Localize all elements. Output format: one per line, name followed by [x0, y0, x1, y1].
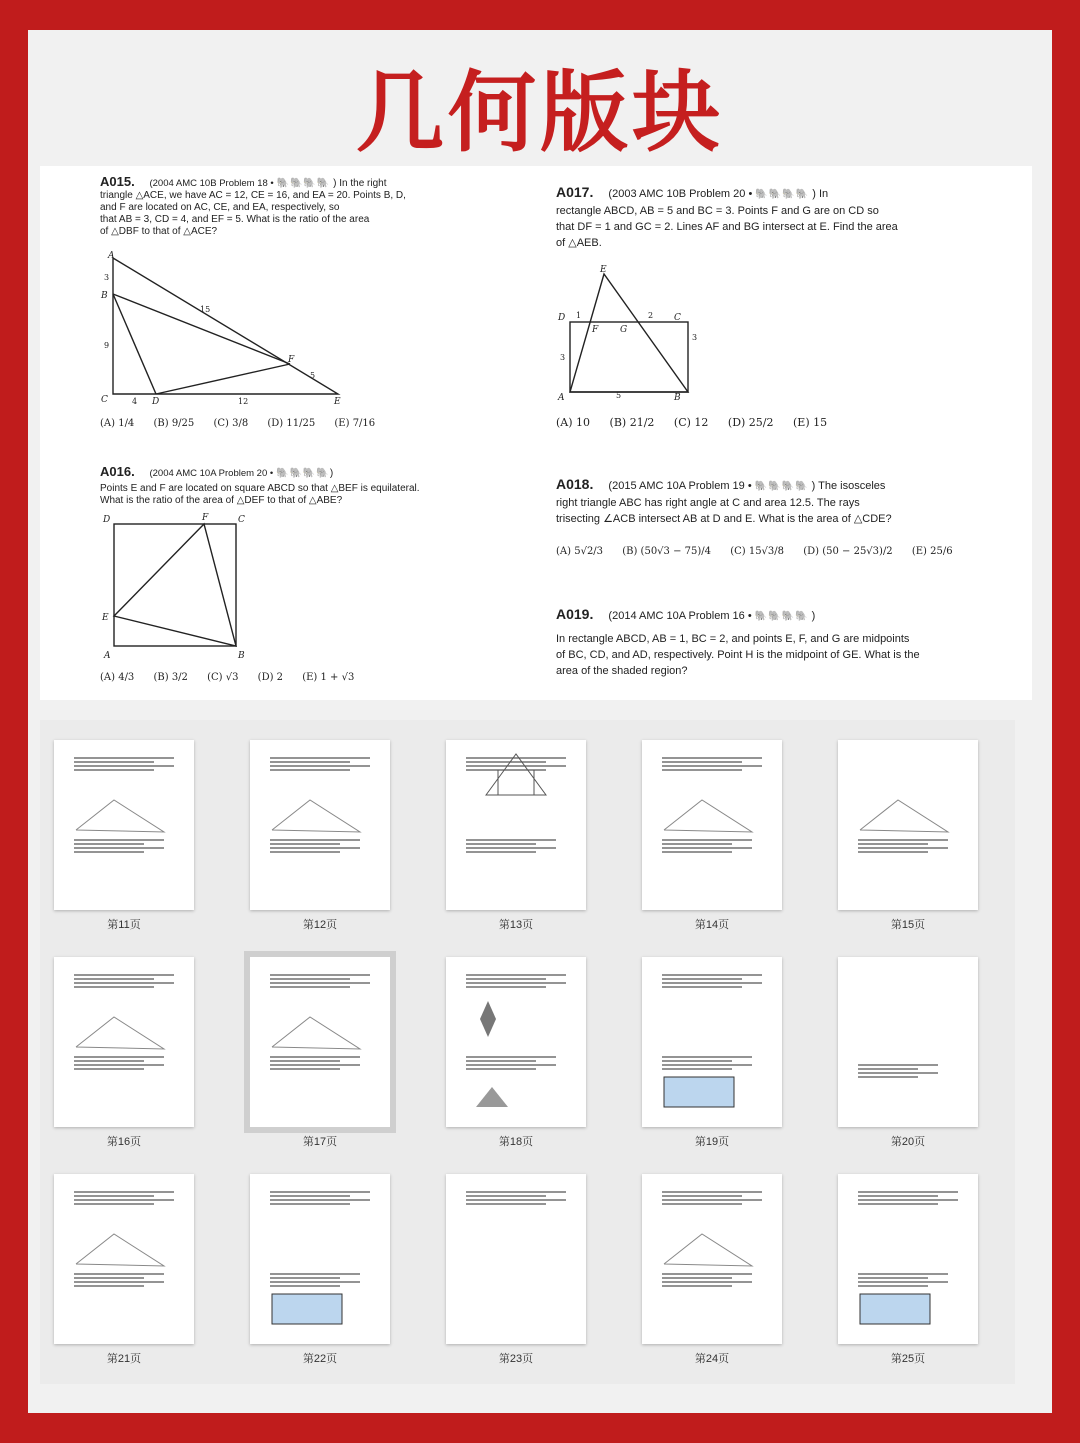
document-preview	[40, 166, 1032, 700]
choice-e: (E) 25/6	[911, 546, 953, 557]
problem-id: A015.	[100, 174, 135, 189]
choice-c: (C) √3	[207, 672, 239, 683]
problem-text: )	[811, 610, 816, 622]
thumbnail-page-label: 第14页	[694, 919, 730, 931]
thumbnail-page-label: 第17页	[302, 1136, 338, 1148]
page-thumbnail[interactable]	[250, 957, 390, 1127]
thumbnail-page-label: 第18页	[498, 1136, 534, 1148]
label-e: E	[334, 397, 341, 407]
length-label: 12	[238, 397, 249, 406]
problem-source: (2004 AMC 10A Problem 20 •	[149, 468, 274, 479]
length-label: 5	[310, 371, 316, 380]
thumbnail-preview	[838, 1174, 978, 1344]
answer-choices	[556, 546, 969, 557]
problem-text: What is the ratio of the area of △DEF to that of △ABE?	[100, 495, 343, 506]
thumbnail-page-label: 第25页	[890, 1353, 926, 1365]
choice-d: (D) 2	[257, 672, 284, 683]
problem-text: In rectangle ABCD, AB = 1, BC = 2, and points E, F, and G are midpoints	[556, 633, 910, 645]
problem-text: Points E and F are located on square ABCD so that △BEF is equilateral.	[100, 483, 420, 494]
thumbnail-page-label: 第20页	[890, 1136, 926, 1148]
problem-text: of △AEB.	[556, 237, 602, 249]
choice-c: (C) 12	[673, 416, 709, 429]
choice-e: (E) 7/16	[334, 418, 376, 429]
label-c: C	[674, 313, 681, 323]
problem-text: rectangle ABCD, AB = 5 and BC = 3. Points F and G are on CD so	[556, 205, 879, 217]
problem-a018	[556, 476, 976, 527]
label-b: B	[238, 651, 245, 661]
answer-choices	[100, 672, 370, 683]
choice-e: (E) 1 + √3	[302, 672, 355, 683]
thumbnail-preview	[838, 740, 978, 910]
page-thumbnail[interactable]	[642, 1174, 782, 1344]
problem-text: that AB = 3, CD = 4, and EF = 5. What is the ratio of the area	[100, 214, 370, 225]
label-b: B	[101, 291, 108, 301]
label-f: F	[592, 325, 599, 335]
thumbnail-preview	[446, 1174, 586, 1344]
label-g: G	[620, 325, 628, 335]
thumbnail-preview	[642, 957, 782, 1127]
problem-text: and F are located on AC, CE, and EA, respectively, so	[100, 202, 340, 213]
problem-text: area of the shaded region?	[556, 665, 688, 677]
length-label: 4	[132, 397, 138, 406]
thumbnail-preview	[250, 957, 390, 1127]
thumbnail-page-label: 第21页	[106, 1353, 142, 1365]
label-c: C	[238, 515, 245, 525]
difficulty-icons: 🐘🐘🐘🐘	[754, 481, 809, 492]
page-thumbnail[interactable]	[838, 957, 978, 1127]
length-label: 5	[616, 391, 622, 400]
choice-a: (A) 4/3	[100, 672, 135, 683]
label-d: D	[152, 397, 160, 407]
problem-text: ) The isosceles	[811, 480, 886, 492]
difficulty-icons: 🐘🐘🐘🐘	[755, 189, 810, 200]
problem-a016: A016. (2004 AMC 10A Problem 20 • 🐘🐘🐘🐘) Points E and F are located on square ABCD so that △BEF is equilateral. What is the ratio of the area of △DEF to that of △ABE?	[100, 466, 440, 507]
thumbnail-preview	[54, 957, 194, 1127]
problem-source: (2004 AMC 10B Problem 18 •	[149, 178, 274, 189]
length-label: 2	[648, 311, 654, 320]
problem-text: ) In	[812, 188, 829, 200]
choice-e: (E) 15	[793, 416, 828, 429]
label-e: E	[600, 265, 607, 275]
page-thumbnail[interactable]	[446, 740, 586, 910]
answer-choices	[100, 418, 391, 429]
choice-b: (B) 3/2	[153, 672, 188, 683]
choice-b: (B) (50√3 − 75)/4	[622, 546, 712, 557]
page-thumbnail[interactable]	[838, 1174, 978, 1344]
answer-choices	[556, 416, 843, 429]
thumbnail-preview	[54, 740, 194, 910]
problem-source: (2014 AMC 10A Problem 16 •	[608, 610, 752, 622]
page-thumbnail[interactable]	[642, 957, 782, 1127]
choice-a: (A) 1/4	[100, 418, 135, 429]
thumbnail-page-label: 第11页	[107, 919, 141, 931]
rectangle-abcd-figure	[554, 262, 734, 402]
length-label: 3	[104, 273, 110, 282]
problem-a017	[556, 184, 956, 251]
problem-source: (2003 AMC 10B Problem 20 •	[608, 188, 753, 200]
label-d: D	[103, 515, 111, 525]
thumbnail-preview	[838, 957, 978, 1127]
difficulty-icons: 🐘🐘🐘🐘	[754, 611, 809, 622]
label-e: E	[102, 613, 109, 623]
difficulty-icons: 🐘🐘🐘🐘	[276, 468, 330, 479]
thumbnail-preview	[250, 1174, 390, 1344]
problem-a015	[100, 176, 440, 238]
page-thumbnails-panel	[40, 720, 1015, 1384]
choice-c: (C) 15√3/8	[730, 546, 785, 557]
thumbnail-page-label: 第13页	[498, 919, 534, 931]
thumbnail-page-label: 第12页	[302, 919, 338, 931]
problem-id: A019.	[556, 606, 594, 622]
choice-d: (D) (50 − 25√3)/2	[803, 546, 893, 557]
thumbnail-page-label: 第19页	[694, 1136, 730, 1148]
problem-a019	[556, 606, 976, 679]
choice-d: (D) 25/2	[727, 416, 774, 429]
choice-d: (D) 11/25	[267, 418, 316, 429]
label-f: F	[288, 355, 295, 365]
thumbnail-preview	[250, 740, 390, 910]
length-label: 15	[200, 305, 211, 314]
problem-text: ) In the right	[333, 178, 387, 189]
thumbnail-preview	[642, 740, 782, 910]
problem-source: (2015 AMC 10A Problem 19 •	[608, 480, 752, 492]
length-label: 3	[692, 333, 698, 342]
page-thumbnail[interactable]	[250, 740, 390, 910]
thumbnail-preview	[446, 740, 586, 910]
label-a: A	[558, 393, 565, 402]
label-f: F	[202, 513, 209, 523]
label-b: B	[674, 393, 681, 402]
choice-c: (C) 3/8	[213, 418, 249, 429]
label-c: C	[101, 395, 108, 405]
page-thumbnail[interactable]	[250, 1174, 390, 1344]
length-label: 3	[560, 353, 566, 362]
thumbnail-page-label: 第16页	[106, 1136, 142, 1148]
problem-text: right triangle ABC has right angle at C and area 12.5. The rays	[556, 497, 860, 509]
choice-b: (B) 21/2	[609, 416, 655, 429]
problem-text: that DF = 1 and GC = 2. Lines AF and BG intersect at E. Find the area	[556, 221, 898, 233]
page-thumbnail[interactable]	[838, 740, 978, 910]
page-thumbnail[interactable]	[54, 740, 194, 910]
thumbnail-preview	[54, 1174, 194, 1344]
problem-text: of △DBF to that of △ACE?	[100, 226, 218, 237]
problem-id: A017.	[556, 184, 594, 200]
thumbnail-preview	[642, 1174, 782, 1344]
problem-text: trisecting ∠ACB intersect AB at D and E. What is the area of △CDE?	[556, 513, 892, 525]
difficulty-icons: 🐘🐘🐘🐘	[276, 178, 331, 189]
thumbnail-page-label: 第15页	[890, 919, 926, 931]
choice-b: (B) 9/25	[153, 418, 195, 429]
page-thumbnail[interactable]	[54, 1174, 194, 1344]
choice-a: (A) 10	[556, 416, 591, 429]
page-thumbnail[interactable]	[446, 957, 586, 1127]
length-label: 9	[104, 341, 110, 350]
length-label: 1	[576, 311, 582, 320]
triangle-ace-figure	[98, 250, 358, 410]
thumbnail-page-label: 第22页	[302, 1353, 338, 1365]
label-a: A	[104, 651, 111, 661]
page-thumbnail[interactable]	[54, 957, 194, 1127]
thumbnail-page-label: 第23页	[498, 1353, 534, 1365]
square-abcd-figure	[98, 512, 258, 662]
page-thumbnail[interactable]	[446, 1174, 586, 1344]
thumbnail-page-label: 第24页	[694, 1353, 730, 1365]
label-d: D	[558, 313, 566, 323]
problem-id: A018.	[556, 476, 594, 492]
problem-text: of BC, CD, and AD, respectively. Point H is the midpoint of GE. What is the	[556, 649, 920, 661]
problem-text: triangle △ACE, we have AC = 12, CE = 16, and EA = 20. Points B, D,	[100, 190, 406, 201]
page-thumbnail[interactable]	[642, 740, 782, 910]
label-a: A	[108, 251, 115, 261]
problem-id: A016.	[100, 464, 135, 479]
thumbnail-preview	[446, 957, 586, 1127]
page-title: 几何版块	[355, 60, 724, 164]
choice-a: (A) 5√2/3	[556, 546, 604, 557]
